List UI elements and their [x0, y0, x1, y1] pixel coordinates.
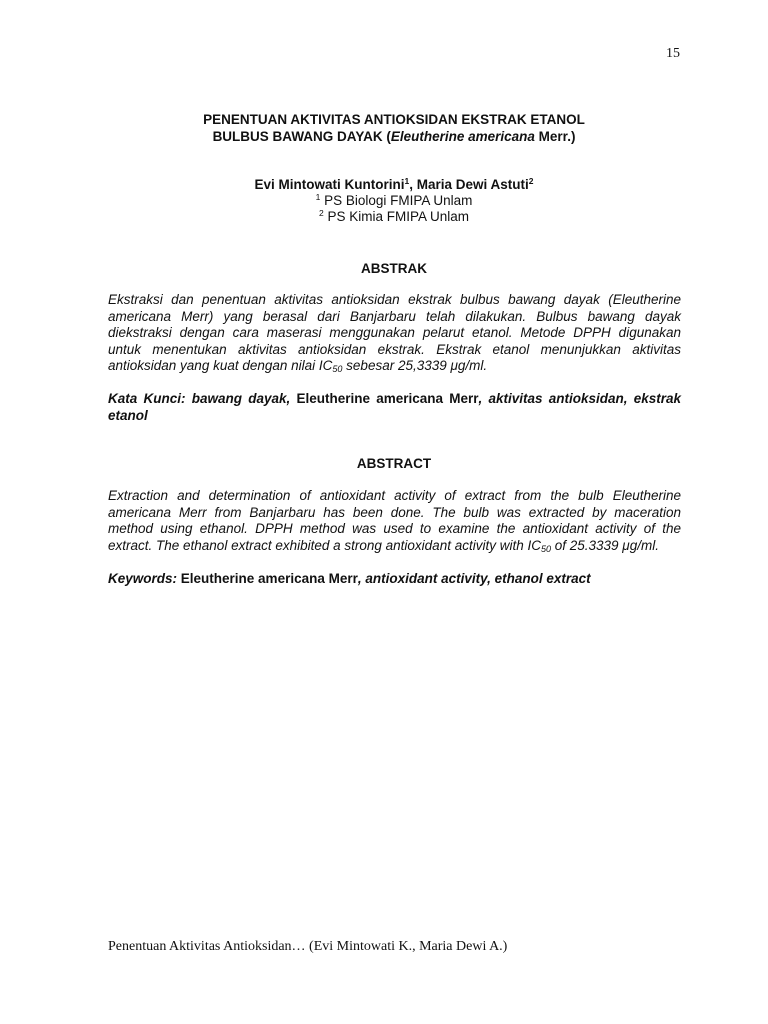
- author-1: Evi Mintowati Kuntorini: [254, 177, 405, 192]
- keywords-rest: , antioxidant activity, ethanol extract: [357, 571, 591, 586]
- page-footer: Penentuan Aktivitas Antioksidan… (Evi Mintowati K., Maria Dewi A.): [108, 939, 508, 954]
- kata-kunci-rest: , aktivitas antioksidan, ekstrak: [478, 391, 682, 406]
- affiliation-1-text: PS Biologi FMIPA Unlam: [320, 193, 473, 208]
- author-1-sup: 1: [404, 176, 410, 186]
- abstract-ic-subscript: 50: [540, 543, 551, 554]
- affiliation-2-sup: 2: [318, 208, 324, 218]
- paper-title: [80, 111, 708, 145]
- title-prefix: BULBUS BAWANG DAYAK (: [212, 129, 391, 144]
- title-line-1: PENENTUAN AKTIVITAS ANTIOKSIDAN EKSTRAK ETANOL: [203, 112, 585, 127]
- abstrak-heading: ABSTRAK: [361, 261, 427, 276]
- abstrak-line: Ekstraksi dan penentuan aktivitas antioksidan ekstrak bulbus bawang dayak (Eleutherine: [108, 292, 681, 307]
- abstract-body: [108, 488, 681, 554]
- abstrak-line: americana Merr) yang berasal dari Banjarbaru telah dilakukan. Bulbus bawang dayak: [108, 308, 681, 324]
- affiliation-2-text: PS Kimia FMIPA Unlam: [323, 209, 470, 224]
- abstract-ic-suffix: of 25.3339 μg/ml.: [551, 537, 659, 553]
- kata-kunci-label: Kata Kunci: bawang dayak,: [108, 391, 291, 406]
- abstrak-body: [108, 292, 681, 375]
- abstrak-ic-prefix: antioksidan yang kuat dengan nilai IC: [108, 358, 333, 374]
- affiliation-1: [80, 193, 708, 209]
- abstrak-line: diekstraksi dengan cara maserasi menggunakan pelarut etanol. Metode DPPH digunakan: [108, 325, 681, 341]
- abstract-line: method using ethanol. DPPH method was used to examine the antioxidant activity of the: [108, 521, 681, 537]
- author-2: Maria Dewi Astuti: [416, 177, 529, 192]
- kata-kunci: [108, 390, 681, 424]
- author-block: [80, 177, 708, 225]
- kata-kunci-line: [108, 390, 681, 407]
- abstract-ic-prefix: extract. The ethanol extract exhibited a strong antioxidant activity with IC: [108, 537, 541, 553]
- kata-kunci-species: Eleutherine americana Merr: [290, 391, 479, 406]
- keywords-label: Keywords:: [108, 571, 178, 586]
- kata-kunci-rest-2: etanol: [108, 408, 148, 423]
- abstrak-line-last: [108, 358, 681, 375]
- abstract-line: americana Merr from Banjarbaru has been done. The bulb was extracted by maceration: [108, 504, 681, 520]
- abstrak-ic-subscript: 50: [332, 364, 343, 375]
- title-suffix: Merr.): [534, 129, 576, 144]
- title-species: Eleutherine americana: [390, 129, 535, 144]
- abstrak-line: untuk menentukan aktivitas antioksidan ekstrak. Ekstrak etanol menunjukkan aktivitas: [108, 341, 681, 357]
- abstrak-ic-suffix: sebesar 25,3339 μg/ml.: [342, 358, 488, 374]
- abstract-heading: ABSTRACT: [356, 456, 432, 471]
- page-number: 15: [666, 46, 680, 61]
- keywords-species: Eleutherine americana Merr: [177, 571, 358, 586]
- affiliation-1-sup: 1: [315, 192, 321, 202]
- author-2-sup: 2: [528, 176, 534, 186]
- abstract-line-last: [108, 538, 681, 555]
- keywords: [108, 570, 681, 587]
- affiliation-2: [80, 209, 708, 225]
- author-names: [80, 177, 708, 193]
- author-separator: ,: [409, 177, 417, 192]
- title-line-2: [80, 128, 708, 145]
- abstract-line: Extraction and determination of antioxidant activity of extract from the bulb Eleutherine: [108, 488, 681, 503]
